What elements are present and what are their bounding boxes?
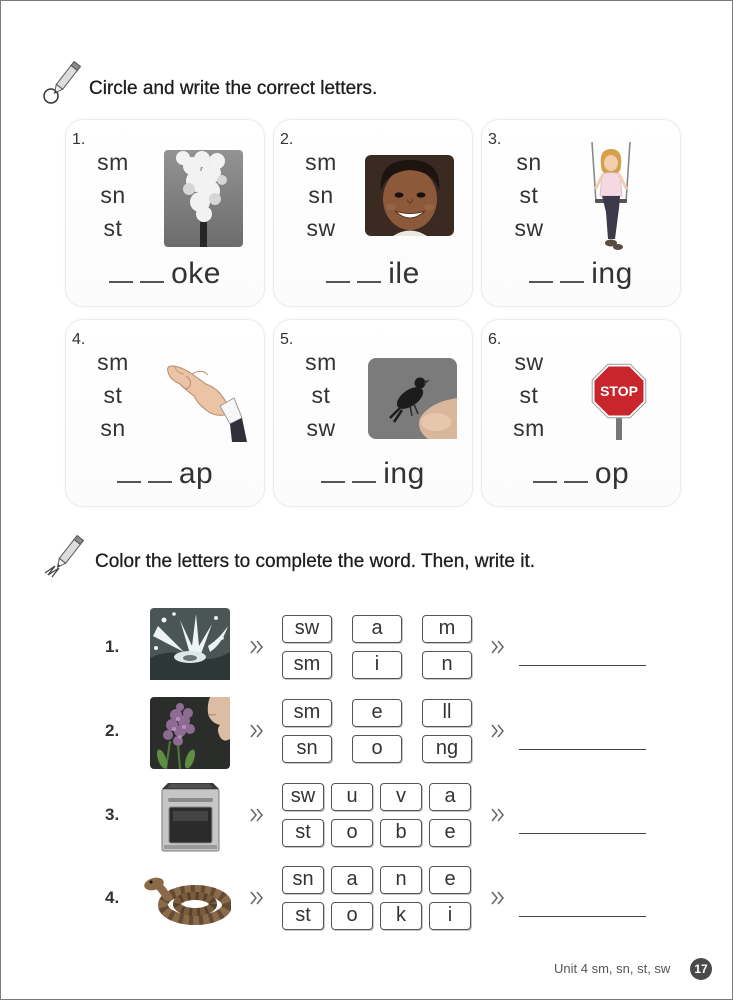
letter-box-row-top — [282, 615, 472, 643]
letter-box-row-bottom — [282, 651, 472, 679]
option-letters[interactable]: sm — [97, 349, 129, 375]
letter-box[interactable]: v — [380, 783, 422, 811]
answer-line[interactable] — [519, 916, 646, 917]
letter-box[interactable]: i — [429, 902, 471, 930]
option-letters[interactable]: st — [519, 382, 539, 408]
option-letters[interactable]: sn — [100, 415, 126, 441]
word-with-blanks — [66, 457, 264, 491]
answer-line[interactable] — [519, 833, 646, 834]
item-number: 5. — [280, 331, 294, 348]
double-chevron-icon — [491, 807, 505, 823]
stop-sign-picture — [588, 362, 650, 440]
letter-blank[interactable] — [564, 463, 588, 483]
option-letters[interactable]: sw — [306, 415, 336, 441]
pencil-circle-icon — [41, 61, 85, 105]
stop-sign-text: STOP — [600, 383, 638, 399]
option-letters[interactable]: sw — [306, 215, 336, 241]
color-exercise-row-4 — [1, 866, 733, 930]
letter-box-row-bottom — [282, 902, 471, 930]
pencil-scribble-icon — [43, 535, 87, 579]
letter-box[interactable]: a — [331, 866, 373, 894]
option-letters[interactable]: st — [311, 382, 331, 408]
word-with-blanks — [482, 257, 680, 291]
letter-box[interactable]: sw — [282, 615, 332, 643]
letter-box[interactable]: e — [429, 819, 471, 847]
item-number: 6. — [488, 331, 502, 348]
letter-options — [295, 346, 347, 445]
letter-blank[interactable] — [140, 263, 164, 283]
word-ending: ile — [388, 257, 420, 290]
double-chevron-icon — [250, 723, 264, 739]
exercise-card-6 — [481, 319, 681, 507]
unit-label: Unit 4 sm, sn, st, sw — [554, 961, 671, 976]
splash-picture — [150, 608, 230, 680]
smoke-picture — [164, 150, 243, 247]
option-letters[interactable]: sn — [516, 149, 542, 175]
letter-blank[interactable] — [560, 263, 584, 283]
option-letters[interactable]: st — [519, 182, 539, 208]
letter-box[interactable]: ll — [422, 699, 472, 727]
letter-box[interactable]: sw — [282, 783, 324, 811]
letter-blank[interactable] — [117, 463, 141, 483]
letter-box[interactable]: n — [380, 866, 422, 894]
option-letters[interactable]: sn — [308, 182, 334, 208]
answer-line[interactable] — [519, 749, 646, 750]
letter-blank[interactable] — [326, 263, 350, 283]
letter-box[interactable]: i — [352, 651, 402, 679]
letter-box[interactable]: sm — [282, 699, 332, 727]
letter-blank[interactable] — [529, 263, 553, 283]
item-number: 2. — [105, 721, 120, 740]
letter-blank[interactable] — [352, 463, 376, 483]
section2-title: Color the letters to complete the word. Then, write it. — [95, 551, 536, 572]
letter-options — [295, 146, 347, 245]
swing-girl-picture — [587, 142, 634, 252]
exercise-card-1 — [65, 119, 265, 307]
double-chevron-icon — [491, 639, 505, 655]
option-letters[interactable]: sm — [97, 149, 129, 175]
option-letters[interactable]: sw — [514, 215, 544, 241]
color-exercise-row-2 — [1, 699, 733, 763]
color-exercise-row-1 — [1, 615, 733, 679]
option-letters[interactable]: st — [103, 215, 123, 241]
letter-blank[interactable] — [533, 463, 557, 483]
letter-box-row-top — [282, 783, 471, 811]
double-chevron-icon — [250, 890, 264, 906]
letter-box-row-top — [282, 699, 472, 727]
word-with-blanks — [482, 457, 680, 491]
letter-options — [503, 146, 555, 245]
letter-box[interactable]: o — [331, 819, 373, 847]
item-number: 4. — [105, 888, 120, 907]
double-chevron-icon — [250, 807, 264, 823]
option-letters[interactable]: sm — [305, 349, 337, 375]
letter-box-row-bottom — [282, 735, 472, 763]
letter-box[interactable]: m — [422, 615, 472, 643]
letter-box[interactable]: e — [429, 866, 471, 894]
item-number: 1. — [105, 637, 120, 656]
word-with-blanks — [274, 257, 472, 291]
word-with-blanks — [274, 457, 472, 491]
letter-box[interactable]: e — [352, 699, 402, 727]
letter-box[interactable]: n — [422, 651, 472, 679]
smiling-child-picture — [365, 155, 454, 236]
letter-box[interactable]: st — [282, 819, 324, 847]
section1-title: Circle and write the correct letters. — [89, 78, 378, 99]
letter-blank[interactable] — [148, 463, 172, 483]
letter-blank[interactable] — [357, 263, 381, 283]
letter-box-row-top — [282, 866, 471, 894]
option-letters[interactable]: st — [103, 382, 123, 408]
letter-box-row-bottom — [282, 819, 471, 847]
word-ending: op — [594, 457, 630, 490]
letter-box[interactable]: sn — [282, 735, 332, 763]
letter-box[interactable]: a — [352, 615, 402, 643]
double-chevron-icon — [491, 723, 505, 739]
smelling-flowers-picture — [150, 697, 230, 769]
letter-box[interactable]: sn — [282, 866, 324, 894]
word-ending: oke — [171, 257, 221, 290]
snapping-hand-picture — [162, 362, 247, 442]
letter-box[interactable]: b — [380, 819, 422, 847]
letter-box[interactable]: a — [429, 783, 471, 811]
letter-blank[interactable] — [109, 263, 133, 283]
item-number: 4. — [72, 331, 86, 348]
letter-options — [503, 346, 555, 445]
item-number: 1. — [72, 131, 86, 148]
page-number-badge: 17 — [690, 958, 712, 980]
exercise-card-2 — [273, 119, 473, 307]
word-ending: ap — [178, 457, 214, 490]
letter-box[interactable]: k — [380, 902, 422, 930]
stove-picture — [158, 783, 223, 853]
double-chevron-icon — [491, 890, 505, 906]
option-letters[interactable]: sm — [513, 415, 545, 441]
option-letters[interactable]: sn — [100, 182, 126, 208]
snake-picture — [143, 867, 231, 926]
letter-blank[interactable] — [321, 463, 345, 483]
letter-box[interactable]: o — [352, 735, 402, 763]
word-with-blanks — [66, 257, 264, 291]
letter-options — [87, 146, 139, 245]
word-ending: ing — [591, 257, 633, 290]
bird-on-finger-picture — [368, 358, 457, 439]
item-number: 3. — [105, 805, 120, 824]
answer-line[interactable] — [519, 665, 646, 666]
word-ending: ing — [383, 457, 425, 490]
double-chevron-icon — [250, 639, 264, 655]
option-letters[interactable]: sw — [514, 349, 544, 375]
letter-options — [87, 346, 139, 445]
letter-box[interactable]: o — [331, 902, 373, 930]
item-number: 3. — [488, 131, 502, 148]
letter-box[interactable]: st — [282, 902, 324, 930]
exercise-card-3 — [481, 119, 681, 307]
item-number: 2. — [280, 131, 294, 148]
option-letters[interactable]: sm — [305, 149, 337, 175]
letter-box[interactable]: ng — [422, 735, 472, 763]
exercise-card-5 — [273, 319, 473, 507]
letter-box[interactable]: sm — [282, 651, 332, 679]
exercise-card-4 — [65, 319, 265, 507]
letter-box[interactable]: u — [331, 783, 373, 811]
color-exercise-row-3 — [1, 783, 733, 847]
